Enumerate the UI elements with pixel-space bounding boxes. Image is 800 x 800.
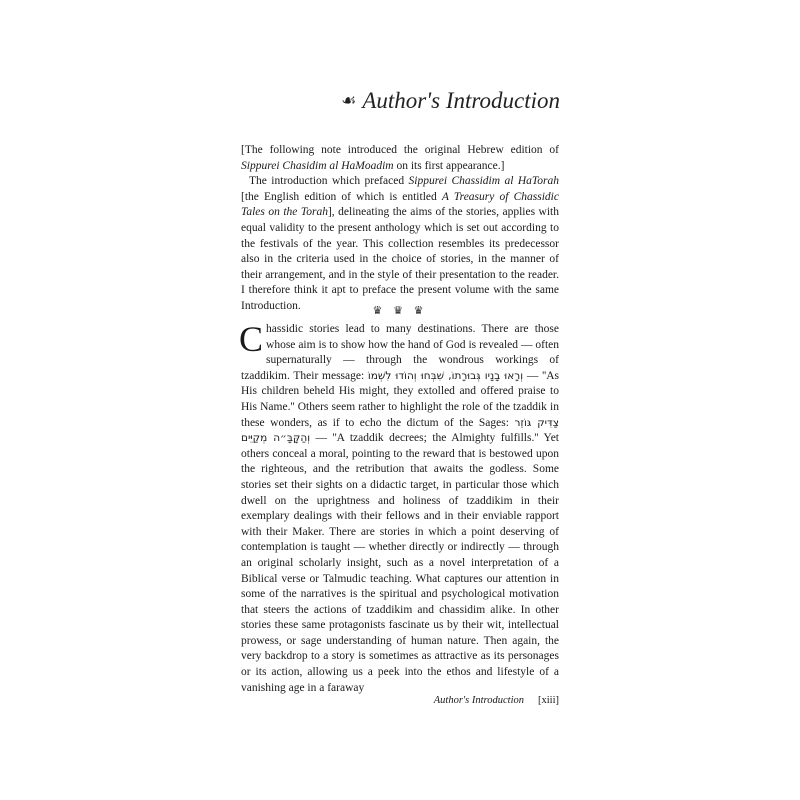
note-text: on its first appearance.] (393, 159, 505, 172)
body-text: — ''As His children beheld His might, they extolled and offered praise to His Name.'' Others seem rather to highlight the role of the tzaddik in these wonders, as if to echo the dictum of the Sages: (241, 369, 559, 429)
fleuron-ornament-icon: ☙ (341, 91, 357, 110)
body-paragraph (239, 319, 559, 696)
intro-text: [the English edition of which is entitled (241, 190, 442, 203)
hebrew-quote: צַדִּיק גּוֹזֵר וְהַקָּבָּ״ה מְקַיֵּים (241, 416, 559, 445)
editorial-note (241, 143, 559, 315)
body-text: — ''A tzaddik decrees; the Almighty fulfills.'' Yet others conceal a moral, pointing to the reward that is bestowed upon the righteous, and the retribution that awaits the godless. Some stories set their sights on a didactic target, in particular those which dwell on the uprightness and holiness of tzaddikim in their exemplary dealings with their fellows and in their enviable rapport with their Maker. There are stories in which a point deserving of contemplation is taught — whether directly or indirectly — through an original scholarly insight, such as a novel interpretation of a Biblical verse or Talmudic teaching. What captures our attention in some of the narratives is the spiritual and psychological motivation that steers the actions of tzaddikim and chassidim alike. In other stories these same protagonists fascinate us by their wit, intellectual prowess, or sage understanding of human nature. Then again, the very backdrop to a story is sometimes as attractive as its personages or its action, allowing us a peek into the ethos and lifestyle of a vanishing age in a faraway (241, 432, 559, 694)
chapter-title: Author's Introduction (362, 88, 560, 113)
note-text: [The following note introduced the original Hebrew edition of (241, 144, 559, 156)
intro-text: ], delineating the aims of the stories, applies with equal validity to the present anthology which is set out according to the festivals of the year. This collection resembles its predecessor also in the criteria used in the choice of stories, in the manner of their arrangement, and in the style of their presentation to the reader. I therefore think it apt to preface the present volume with the same Introduction. (241, 206, 559, 312)
drop-cap: C (239, 319, 264, 359)
book-title-italic: Sippurei Chassidim al HaTorah (408, 175, 559, 188)
hebrew-quote: וְרָאוּ בָנָיו גְּבוּרָתוֹ, שִׁבְּחוּ וְהוֹדוּ לִשְׁמוֹ (367, 369, 524, 382)
book-title-italic: A Treasury of Chassidic Tales on the Torah (241, 190, 559, 219)
body-text: hassidic stories lead to many destinations. There are those whose aim is to show how the hand of God is revealed — often supernaturally — through the wondrous workings of tzaddikim. Their message: (241, 323, 559, 382)
footer-title: Author's Introduction (433, 695, 524, 706)
page-number: [xiii] (538, 695, 559, 706)
intro-paragraph (241, 174, 559, 314)
main-text (239, 319, 559, 696)
running-footer (241, 695, 559, 706)
book-title-italic: Sippurei Chasidim al HaMoadim (241, 159, 394, 172)
chapter-heading (341, 88, 560, 114)
intro-text: The introduction which prefaced (249, 175, 409, 188)
section-separator: ♛ ♛ ♛ (372, 305, 428, 317)
note-paragraph (241, 143, 559, 174)
